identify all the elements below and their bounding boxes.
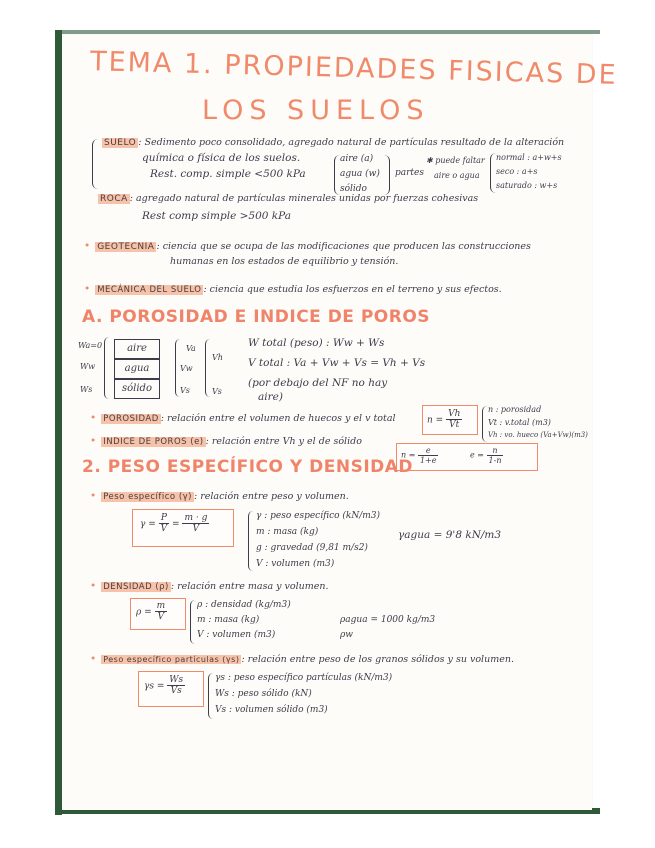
peso-part-num: Ws bbox=[169, 675, 184, 685]
peso-esp-eq: = bbox=[172, 519, 180, 530]
peso-part-fraction bbox=[167, 675, 185, 697]
peso-esp-legend-gamma: γ : peso específico (kN/m3) bbox=[256, 511, 381, 521]
nota-nf-2: aire) bbox=[258, 391, 283, 403]
roca-label: ROCA bbox=[100, 194, 128, 204]
parte-agua: agua (w) bbox=[340, 169, 380, 179]
densidad-agua-1: ρagua = 1000 kg/m3 bbox=[340, 615, 436, 625]
peso-part-legend-ws: Ws : peso sólido (kN) bbox=[215, 689, 312, 699]
peso-part-legend-gamma: γs : peso específico partículas (kN/m3) bbox=[215, 673, 393, 683]
peso-part-lhs: γs = bbox=[144, 681, 165, 692]
diagram-outer-bracket bbox=[205, 339, 210, 397]
peso-part-def: : relación entre peso de los granos sólidos y su volumen. bbox=[241, 654, 514, 665]
peso-esp-legend-v: V : volumen (m3) bbox=[256, 559, 335, 569]
indice-f2-den: 1-n bbox=[488, 456, 502, 466]
diagram-va: Va bbox=[186, 344, 196, 353]
diagram-vh: Vh bbox=[212, 353, 223, 362]
top-edge bbox=[55, 30, 600, 34]
peso-esp-den-1: V bbox=[160, 524, 168, 535]
porosidad-den: Vt bbox=[449, 420, 460, 431]
porosidad-legend-brace bbox=[482, 406, 487, 442]
page-title-line2: LOS SUELOS bbox=[202, 95, 430, 126]
estado-saturado: saturado : w+s bbox=[496, 181, 558, 190]
peso-esp-def: : relación entre peso y volumen. bbox=[194, 491, 349, 502]
suelo-def-1: : Sedimento poco consolidado, agregado natural de partículas resultado de la alteración bbox=[138, 137, 565, 148]
mecanica-def: : ciencia que estudia los esfuerzos en el terreno y sus efectos. bbox=[203, 284, 502, 295]
parte-aire: aire (a) bbox=[340, 154, 374, 164]
porosidad-formula bbox=[427, 409, 462, 431]
nota-nf-1: (por debajo del NF no hay bbox=[248, 377, 388, 389]
page-title-line1: TEMA 1. PROPIEDADES FISICAS DE bbox=[89, 46, 619, 91]
densidad-line: • DENSIDAD (ρ) : relación entre masa y volumen. bbox=[90, 580, 329, 592]
mecanica-line: • MECÁNICA DEL SUELO : ciencia que estudia los esfuerzos en el terreno y sus efectos. bbox=[84, 283, 502, 295]
diagram-right-bracket bbox=[175, 339, 180, 397]
v-total: V total : Va + Vw + Vs = Vh + Vs bbox=[248, 357, 426, 369]
peso-esp-num-1: P bbox=[159, 513, 170, 524]
partes-rbrace bbox=[384, 155, 390, 195]
diagram-left-bracket bbox=[104, 337, 109, 399]
aire-o-agua: aire o agua bbox=[434, 171, 480, 180]
peso-esp-label: Peso específico (γ) bbox=[103, 492, 192, 502]
densidad-label: DENSIDAD (ρ) bbox=[103, 582, 169, 592]
peso-part-legend-brace bbox=[208, 673, 213, 719]
peso-esp-fraction-2 bbox=[182, 513, 209, 535]
densidad-formula bbox=[136, 601, 167, 623]
peso-esp-formula bbox=[140, 513, 209, 535]
peso-esp-lhs: γ = bbox=[140, 519, 156, 530]
section-2-heading: 2. PESO ESPECÍFICO Y DENSIDAD bbox=[82, 457, 414, 477]
suelo-label: SUELO bbox=[104, 138, 137, 148]
estado-normal: normal : a+w+s bbox=[496, 153, 562, 162]
indice-f1-den: 1+e bbox=[419, 456, 437, 466]
diagram-cell-solido: sólido bbox=[114, 379, 160, 399]
peso-esp-agua: γagua = 9'8 kN/m3 bbox=[398, 529, 502, 541]
roca-rest: Rest comp simple >500 kPa bbox=[142, 210, 292, 222]
porosidad-legend-vh: Vh : vo. hueco (Va+Vw)(m3) bbox=[488, 431, 588, 439]
geotecnia-def-2: humanas en los estados de equilibrio y tensión. bbox=[170, 256, 399, 267]
porosidad-legend-n: n : porosidad bbox=[488, 405, 542, 414]
estado-seco: seco : a+s bbox=[496, 167, 538, 176]
indice-def: : relación entre Vh y el de sólido bbox=[205, 436, 362, 447]
peso-part-label: Peso específico partículas (γs) bbox=[103, 655, 240, 664]
densidad-legend-rho: ρ : densidad (kg/m3) bbox=[197, 600, 291, 610]
porosidad-fraction bbox=[446, 409, 462, 431]
peso-esp-line: • Peso específico (γ) : relación entre peso y volumen. bbox=[90, 490, 349, 502]
parte-solido: sólido bbox=[340, 184, 367, 194]
porosidad-legend-vt: Vt : v.total (m3) bbox=[488, 418, 551, 427]
densidad-num: m bbox=[156, 601, 166, 611]
densidad-legend-m: m : masa (kg) bbox=[197, 615, 260, 625]
peso-part-legend-vs: Vs : volumen sólido (m3) bbox=[215, 705, 328, 715]
peso-part-formula bbox=[144, 675, 185, 697]
peso-esp-legend-brace bbox=[248, 511, 253, 571]
indice-f1-lhs: n = bbox=[401, 450, 416, 460]
partes-label: partes bbox=[395, 168, 424, 178]
peso-esp-num-2: m · g bbox=[184, 513, 208, 523]
densidad-legend-brace bbox=[190, 600, 195, 644]
densidad-fraction bbox=[155, 601, 168, 623]
indice-line: • INDICE DE POROS (e) : relación entre Vh y el de sólido bbox=[90, 435, 362, 447]
peso-esp-den-2: V bbox=[192, 524, 200, 535]
indice-label: INDICE DE POROS (e) bbox=[103, 437, 204, 447]
suelo-def-2: química o física de los suelos. bbox=[142, 152, 301, 164]
diagram-ws: Ws bbox=[80, 385, 93, 394]
densidad-def: : relación entre masa y volumen. bbox=[170, 581, 329, 592]
diagram-vs: Vs bbox=[180, 386, 190, 395]
porosidad-label: POROSIDAD bbox=[103, 414, 159, 424]
diagram-wa: Wa=0 bbox=[78, 341, 103, 350]
puede-faltar: ✱ puede faltar bbox=[426, 156, 485, 165]
porosidad-num: Vh bbox=[448, 409, 461, 419]
peso-part-den: Vs bbox=[170, 686, 182, 697]
densidad-legend-v: V : volumen (m3) bbox=[197, 630, 276, 640]
section-a-heading: A. POROSIDAD E INDICE DE POROS bbox=[82, 307, 431, 327]
porosidad-lhs: n = bbox=[427, 415, 444, 426]
densidad-agua-2: ρw bbox=[340, 630, 353, 640]
w-total: W total (peso) : Ww + Ws bbox=[248, 337, 385, 349]
densidad-den: V bbox=[157, 612, 165, 623]
suelo-line1 bbox=[102, 136, 564, 149]
diagram-vs2: Vs bbox=[212, 387, 222, 396]
geotecnia-def-1: : ciencia que se ocupa de las modificaciones que producen las construcciones bbox=[156, 241, 531, 252]
porosidad-line: • POROSIDAD : relación entre el volumen de huecos y el v total bbox=[90, 412, 396, 424]
indice-f1-fraction bbox=[418, 446, 439, 465]
peso-esp-legend-m: m : masa (kg) bbox=[256, 527, 319, 537]
indice-f2-fraction bbox=[487, 446, 504, 465]
diagram-vw: Vw bbox=[180, 364, 193, 373]
indice-f1-num: e bbox=[418, 446, 439, 456]
diagram-cell-agua: agua bbox=[114, 359, 160, 379]
densidad-lhs: ρ = bbox=[136, 607, 152, 618]
roca-line bbox=[98, 192, 478, 205]
peso-esp-fraction-1 bbox=[159, 513, 170, 535]
note-page bbox=[62, 35, 619, 810]
geotecnia-label: GEOTECNIA bbox=[97, 242, 155, 252]
peso-esp-legend-g: g : gravedad (9,81 m/s2) bbox=[256, 543, 368, 553]
roca-def: : agregado natural de partículas minerales unidas por fuerzas cohesivas bbox=[129, 193, 479, 204]
indice-f2-num: n bbox=[487, 446, 504, 456]
diagram-ww: Ww bbox=[80, 362, 96, 371]
porosidad-def: : relación entre el volumen de huecos y el v total bbox=[160, 413, 396, 424]
suelo-brace bbox=[92, 139, 99, 189]
left-edge bbox=[55, 30, 62, 815]
indice-f2-lhs: e = bbox=[470, 450, 484, 460]
mecanica-label: MECÁNICA DEL SUELO bbox=[97, 285, 202, 295]
diagram-cell-aire: aire bbox=[114, 339, 160, 359]
suelo-rest: Rest. comp. simple <500 kPa bbox=[150, 168, 306, 180]
geotecnia-line1: • GEOTECNIA : ciencia que se ocupa de las modificaciones que producen las construcciones bbox=[84, 240, 531, 252]
indice-formula-2 bbox=[470, 446, 503, 465]
peso-part-line: • Peso específico partículas (γs) : relación entre peso de los granos sólidos y su volumen. bbox=[90, 653, 514, 665]
